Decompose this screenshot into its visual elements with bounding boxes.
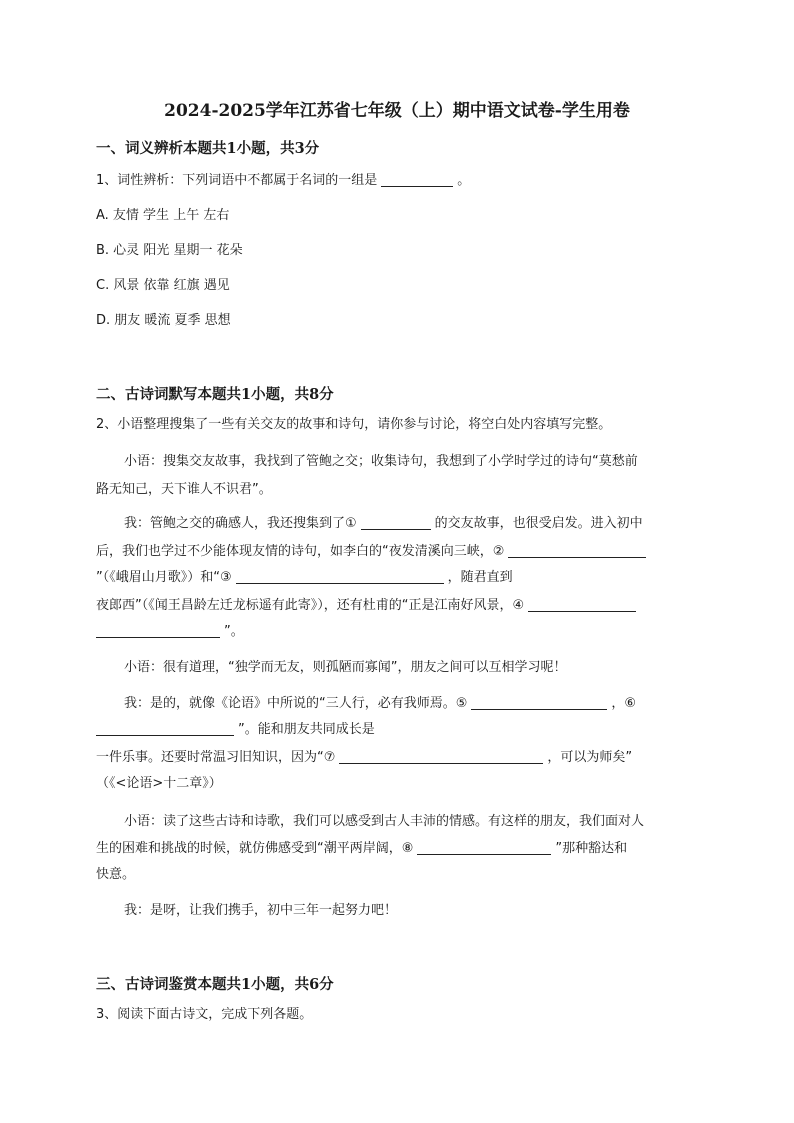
q2-para-4-line-3 bbox=[96, 749, 696, 767]
q2-blank-4b[interactable] bbox=[96, 623, 220, 638]
q2-blank-2[interactable] bbox=[508, 543, 646, 558]
q2-blank-4a[interactable] bbox=[528, 597, 636, 612]
q2-text: 夜郎西”（《闻王昌龄左迁龙标遥有此寄》），还有杜甫的“正是江南好风景，④ bbox=[96, 598, 525, 613]
q2-text: ”（《峨眉山月歌》）和“③ bbox=[96, 570, 232, 585]
q2-para-1-line-2: 路无知己，天下谁人不识君”。 bbox=[96, 482, 272, 497]
q2-text: 我：管鲍之交的确感人，我还搜集到了① bbox=[124, 516, 357, 531]
q2-para-5-line-3: 快意。 bbox=[96, 867, 136, 882]
q1-option-b: B. 心灵 阳光 星期一 花朵 bbox=[96, 243, 243, 258]
q2-para-2-line-4 bbox=[96, 597, 696, 615]
q2-blank-5[interactable] bbox=[471, 695, 607, 710]
q2-blank-6[interactable] bbox=[96, 721, 234, 736]
q2-para-1-line-1: 小语：搜集交友故事，我找到了管鲍之交；收集诗句，我想到了小学时学过的诗句“莫愁前 bbox=[124, 454, 638, 469]
exam-title: 2024-2025学年江苏省七年级（上）期中语文试卷-学生用卷 bbox=[164, 101, 630, 121]
q2-blank-8[interactable] bbox=[417, 840, 551, 855]
section-heading-2: 二、古诗词默写本题共1小题，共8分 bbox=[96, 386, 334, 403]
q2-para-5-line-1: 小语：读了这些古诗和诗歌，我们可以感受到古人丰沛的情感。有这样的朋友，我们面对人 bbox=[124, 814, 645, 829]
q2-para-2-line-5 bbox=[96, 623, 696, 641]
q2-para-4-line-2 bbox=[96, 721, 696, 739]
q2-text: ”那种豁达和 bbox=[555, 841, 628, 856]
section-heading-1: 一、词义辨析本题共1小题，共3分 bbox=[96, 140, 320, 157]
q2-text: 一件乐事。还要时常温习旧知识，因为“⑦ bbox=[96, 750, 336, 765]
q1-stem-end: 。 bbox=[457, 173, 471, 188]
q2-para-2-line-1 bbox=[124, 515, 724, 533]
q1-answer-blank[interactable] bbox=[381, 172, 453, 187]
section-heading-3: 三、古诗词鉴赏本题共1小题，共6分 bbox=[96, 976, 334, 993]
q2-text: ，可以为师矣” bbox=[547, 750, 633, 765]
q2-blank-3[interactable] bbox=[236, 569, 444, 584]
q2-text: 我：是的，就像《论语》中所说的“三人行，必有我师焉。⑤ bbox=[124, 696, 468, 711]
q2-para-6: 我：是呀，让我们携手，初中三年一起努力吧！ bbox=[124, 903, 398, 918]
q1-stem bbox=[96, 172, 696, 190]
q1-option-c: C. 风景 依靠 红旗 遇见 bbox=[96, 278, 230, 293]
q1-option-a: A. 友情 学生 上午 左右 bbox=[96, 208, 230, 223]
q1-option-d: D. 朋友 暖流 夏季 思想 bbox=[96, 313, 231, 328]
q2-text: ”。能和朋友共同成长是 bbox=[238, 722, 375, 737]
q2-text: 的交友故事，也很受启发。进入初中 bbox=[434, 516, 643, 531]
q2-text: ”。 bbox=[224, 624, 244, 639]
q2-para-5-line-2 bbox=[96, 840, 696, 858]
q2-para-3: 小语：很有道理，“独学而无友，则孤陋而寡闻”，朋友之间可以互相学习呢！ bbox=[124, 660, 567, 675]
q2-para-2-line-2 bbox=[96, 543, 696, 561]
q2-para-4-line-1 bbox=[124, 695, 724, 713]
q3-stem: 3、阅读下面古诗文，完成下列各题。 bbox=[96, 1007, 313, 1022]
q2-text: 后，我们也学过不少能体现友情的诗句，如李白的“夜发清溪向三峡，② bbox=[96, 544, 505, 559]
q2-text: ，随君直到 bbox=[447, 570, 513, 585]
q2-text: 生的困难和挑战的时候，就仿佛感受到“潮平两岸阔，⑧ bbox=[96, 841, 414, 856]
q1-stem-text: 1、词性辨析：下列词语中不都属于名词的一组是 bbox=[96, 173, 378, 188]
q2-para-2-line-3 bbox=[96, 569, 696, 587]
q2-blank-7[interactable] bbox=[339, 749, 543, 764]
q2-stem: 2、小语整理搜集了一些有关交友的故事和诗句，请你参与讨论，将空白处内容填写完整。 bbox=[96, 417, 612, 432]
q2-blank-1[interactable] bbox=[361, 515, 431, 530]
q2-para-4-line-4: （《<论语>十二章》） bbox=[96, 776, 222, 791]
q2-text: ，⑥ bbox=[611, 696, 637, 711]
